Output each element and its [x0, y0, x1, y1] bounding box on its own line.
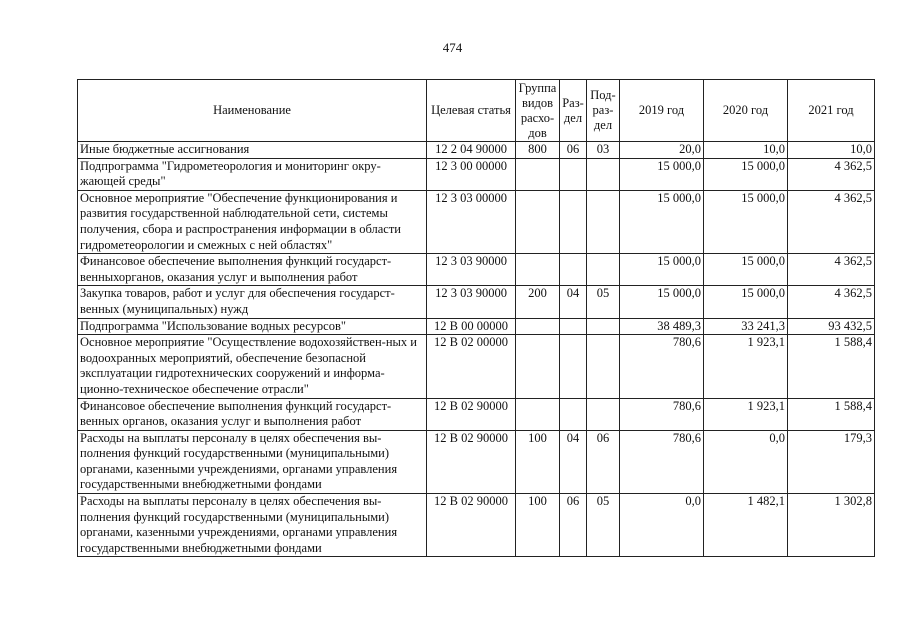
row-name: Финансовое обеспечение выполнения функций государст-венныхорганов, оказания услуг и выполнения работ	[78, 254, 427, 286]
row-section: 04	[560, 430, 587, 493]
table-row	[78, 494, 875, 557]
row-group	[516, 318, 560, 335]
header-section: Раз-дел	[560, 80, 587, 142]
row-code: 12 3 03 90000	[427, 254, 516, 286]
row-name: Расходы на выплаты персоналу в целях обеспечения вы-полнения функций государственными (муниципальными) органами, казенными учреждениями, органами управления государственными внебюджетными фондами	[78, 430, 427, 493]
row-2019: 0,0	[620, 494, 704, 557]
budget-table	[77, 79, 875, 557]
row-code: 12 2 04 90000	[427, 142, 516, 159]
row-2020: 15 000,0	[704, 158, 788, 190]
row-section	[560, 335, 587, 398]
row-name: Основное мероприятие "Осуществление водохозяйствен-ных и водоохранных мероприятий, обеспечение безопасной эксплуатации гидротехнических сооружений и информа-ционно-техническое обеспечение отрасли"	[78, 335, 427, 398]
row-2019: 38 489,3	[620, 318, 704, 335]
table-row	[78, 335, 875, 398]
table-row	[78, 190, 875, 253]
row-subsection	[587, 190, 620, 253]
row-group	[516, 254, 560, 286]
row-code: 12 3 03 90000	[427, 286, 516, 318]
row-subsection	[587, 254, 620, 286]
row-section	[560, 318, 587, 335]
row-2019: 780,6	[620, 430, 704, 493]
row-group	[516, 158, 560, 190]
row-section	[560, 190, 587, 253]
row-code: 12 В 02 90000	[427, 430, 516, 493]
row-code: 12 В 02 90000	[427, 494, 516, 557]
row-2021: 4 362,5	[788, 254, 875, 286]
row-code: 12 В 02 90000	[427, 398, 516, 430]
row-section: 04	[560, 286, 587, 318]
row-2019: 15 000,0	[620, 190, 704, 253]
row-2020: 15 000,0	[704, 286, 788, 318]
table-row	[78, 398, 875, 430]
row-name: Закупка товаров, работ и услуг для обеспечения государст-венных (муниципальных) нужд	[78, 286, 427, 318]
row-section	[560, 254, 587, 286]
header-expense-group: Группа видов расхо-дов	[516, 80, 560, 142]
row-group	[516, 190, 560, 253]
table-row	[78, 158, 875, 190]
header-2021: 2021 год	[788, 80, 875, 142]
row-2021: 1 588,4	[788, 398, 875, 430]
row-subsection: 05	[587, 494, 620, 557]
table-row	[78, 318, 875, 335]
row-group: 200	[516, 286, 560, 318]
row-2020: 15 000,0	[704, 190, 788, 253]
row-2021: 93 432,5	[788, 318, 875, 335]
row-2021: 179,3	[788, 430, 875, 493]
header-subsection: Под-раз-дел	[587, 80, 620, 142]
row-2021: 4 362,5	[788, 190, 875, 253]
table-header-row	[78, 80, 875, 142]
row-2020: 15 000,0	[704, 254, 788, 286]
row-subsection	[587, 335, 620, 398]
row-subsection: 03	[587, 142, 620, 159]
row-name: Подпрограмма "Гидрометеорология и мониторинг окру-жающей среды"	[78, 158, 427, 190]
row-2020: 1 482,1	[704, 494, 788, 557]
row-section: 06	[560, 142, 587, 159]
row-2019: 780,6	[620, 398, 704, 430]
row-section	[560, 398, 587, 430]
row-subsection: 05	[587, 286, 620, 318]
row-2021: 4 362,5	[788, 286, 875, 318]
row-name: Иные бюджетные ассигнования	[78, 142, 427, 159]
row-2020: 33 241,3	[704, 318, 788, 335]
row-2021: 10,0	[788, 142, 875, 159]
row-2021: 4 362,5	[788, 158, 875, 190]
header-2019: 2019 год	[620, 80, 704, 142]
row-2021: 1 588,4	[788, 335, 875, 398]
header-target-article: Целевая статья	[427, 80, 516, 142]
row-2019: 780,6	[620, 335, 704, 398]
row-subsection	[587, 398, 620, 430]
row-section	[560, 158, 587, 190]
row-code: 12 3 03 00000	[427, 190, 516, 253]
row-group: 100	[516, 430, 560, 493]
row-section: 06	[560, 494, 587, 557]
row-2019: 15 000,0	[620, 254, 704, 286]
row-2021: 1 302,8	[788, 494, 875, 557]
row-code: 12 3 00 00000	[427, 158, 516, 190]
row-subsection	[587, 158, 620, 190]
table-row	[78, 142, 875, 159]
header-2020: 2020 год	[704, 80, 788, 142]
row-subsection: 06	[587, 430, 620, 493]
table-row	[78, 430, 875, 493]
row-name: Расходы на выплаты персоналу в целях обеспечения вы-полнения функций государственными (муниципальными) органами, казенными учреждениями, органами управления государственными внебюджетными фондами	[78, 494, 427, 557]
row-2020: 0,0	[704, 430, 788, 493]
row-2020: 1 923,1	[704, 335, 788, 398]
row-2019: 20,0	[620, 142, 704, 159]
row-subsection	[587, 318, 620, 335]
row-2020: 1 923,1	[704, 398, 788, 430]
table-row	[78, 254, 875, 286]
row-name: Подпрограмма "Использование водных ресурсов"	[78, 318, 427, 335]
page-number: 474	[442, 40, 463, 55]
header-name: Наименование	[78, 80, 427, 142]
row-group: 100	[516, 494, 560, 557]
row-code: 12 В 00 00000	[427, 318, 516, 335]
row-group	[516, 398, 560, 430]
row-code: 12 В 02 00000	[427, 335, 516, 398]
row-group: 800	[516, 142, 560, 159]
row-name: Основное мероприятие "Обеспечение функционирования и развития государственной наблюдательной сети, системы получения, сбора и распространения информации в области гидрометеорологии и смежных с ней областях"	[78, 190, 427, 253]
row-2019: 15 000,0	[620, 286, 704, 318]
table-row	[78, 286, 875, 318]
row-2019: 15 000,0	[620, 158, 704, 190]
row-name: Финансовое обеспечение выполнения функций государст-венных органов, оказания услуг и выполнения работ	[78, 398, 427, 430]
row-group	[516, 335, 560, 398]
row-2020: 10,0	[704, 142, 788, 159]
